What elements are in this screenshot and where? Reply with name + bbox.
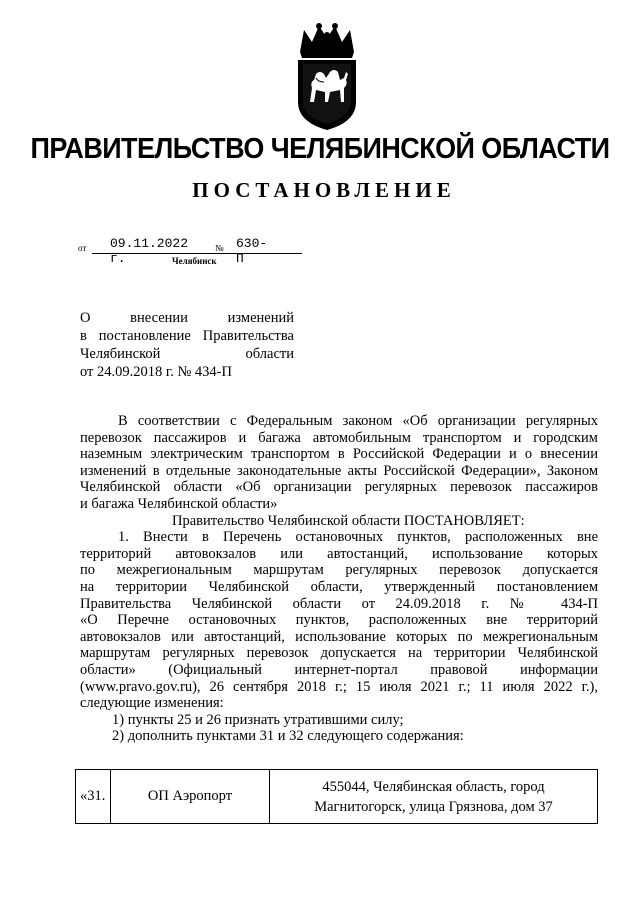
- body-line: В соответствии с Федеральным законом «Об организации регулярных: [118, 413, 598, 429]
- body-line: области» (Официальный интернет-портал правовой информации: [80, 661, 598, 678]
- body-line: наземным электрическим транспортом в Российской Федерации и о внесении: [80, 446, 598, 463]
- stop-name-cell: ОП Аэропорт: [111, 770, 270, 824]
- address-line: 455044, Челябинская область, город: [322, 778, 545, 795]
- document-body: [80, 413, 598, 745]
- body-line: Правительство Челябинской области ПОСТАНОВЛЯЕТ:: [172, 512, 525, 529]
- body-line: на территории Челябинской области, утвержденный постановлением: [80, 578, 598, 595]
- subject-line: от 24.09.2018 г. № 434-П: [80, 364, 232, 380]
- government-title: ПРАВИТЕЛЬСТВО ЧЕЛЯБИНСКОЙ ОБЛАСТИ: [30, 133, 610, 165]
- body-line: «О Перечне остановочных пунктов, расположенных вне территорий: [80, 612, 598, 629]
- body-line: и багажа Челябинской области»: [80, 495, 278, 512]
- document-city: Челябинск: [172, 256, 217, 266]
- body-line: 1. Внести в Перечень остановочных пунктов, расположенных вне: [118, 529, 598, 546]
- document-number: 630-П: [236, 236, 268, 266]
- address-cell: [270, 770, 598, 824]
- document-date: 09.11.2022 г.: [110, 236, 189, 266]
- address-line: Магнитогорск, улица Грязнова, дом 37: [314, 798, 553, 815]
- body-line: территорий автовокзалов или автостанций, использование которых: [80, 545, 598, 562]
- body-line: Правительства Челябинской области от 24.09.2018 г. № 434-П: [80, 595, 598, 612]
- body-line: следующие изменения:: [80, 695, 224, 712]
- document-subject: [80, 309, 294, 381]
- subject-line: в постановление Правительства: [80, 328, 294, 344]
- subject-line: О внесении изменений: [80, 310, 294, 326]
- body-line: перевозок пассажиров и багажа автомобильным транспортом и городским: [80, 429, 598, 446]
- coat-of-arms-emblem: [286, 22, 368, 132]
- body-line: маршрутам регулярных перевозок допускается на территории Челябинской: [80, 645, 598, 662]
- document-type: ПОСТАНОВЛЕНИЕ: [192, 178, 456, 202]
- subject-line: Челябинской области: [80, 346, 294, 362]
- stop-points-table: [75, 769, 598, 824]
- body-line: (www.pravo.gov.ru), 26 сентября 2018 г.; 15 июля 2021 г.; 11 июля 2022 г.),: [80, 678, 598, 695]
- body-line: изменений в отдельные законодательные акты Российской Федерации», Законом: [80, 462, 598, 479]
- number-label: №: [215, 243, 224, 253]
- table-row: [76, 770, 598, 824]
- body-line: 2) дополнить пунктами 31 и 32 следующего содержания:: [112, 728, 464, 745]
- body-line: 1) пункты 25 и 26 признать утратившими силу;: [112, 711, 404, 728]
- from-label: от: [78, 243, 87, 253]
- body-line: автовокзалов или автостанций, использование которых по межрегиональным: [80, 628, 598, 645]
- body-line: Челябинской области «Об организации регулярных перевозок пассажиров: [80, 479, 598, 496]
- row-number-cell: «31.: [76, 770, 111, 824]
- body-line: по межрегиональным маршрутам регулярных перевозок допускается: [80, 562, 598, 579]
